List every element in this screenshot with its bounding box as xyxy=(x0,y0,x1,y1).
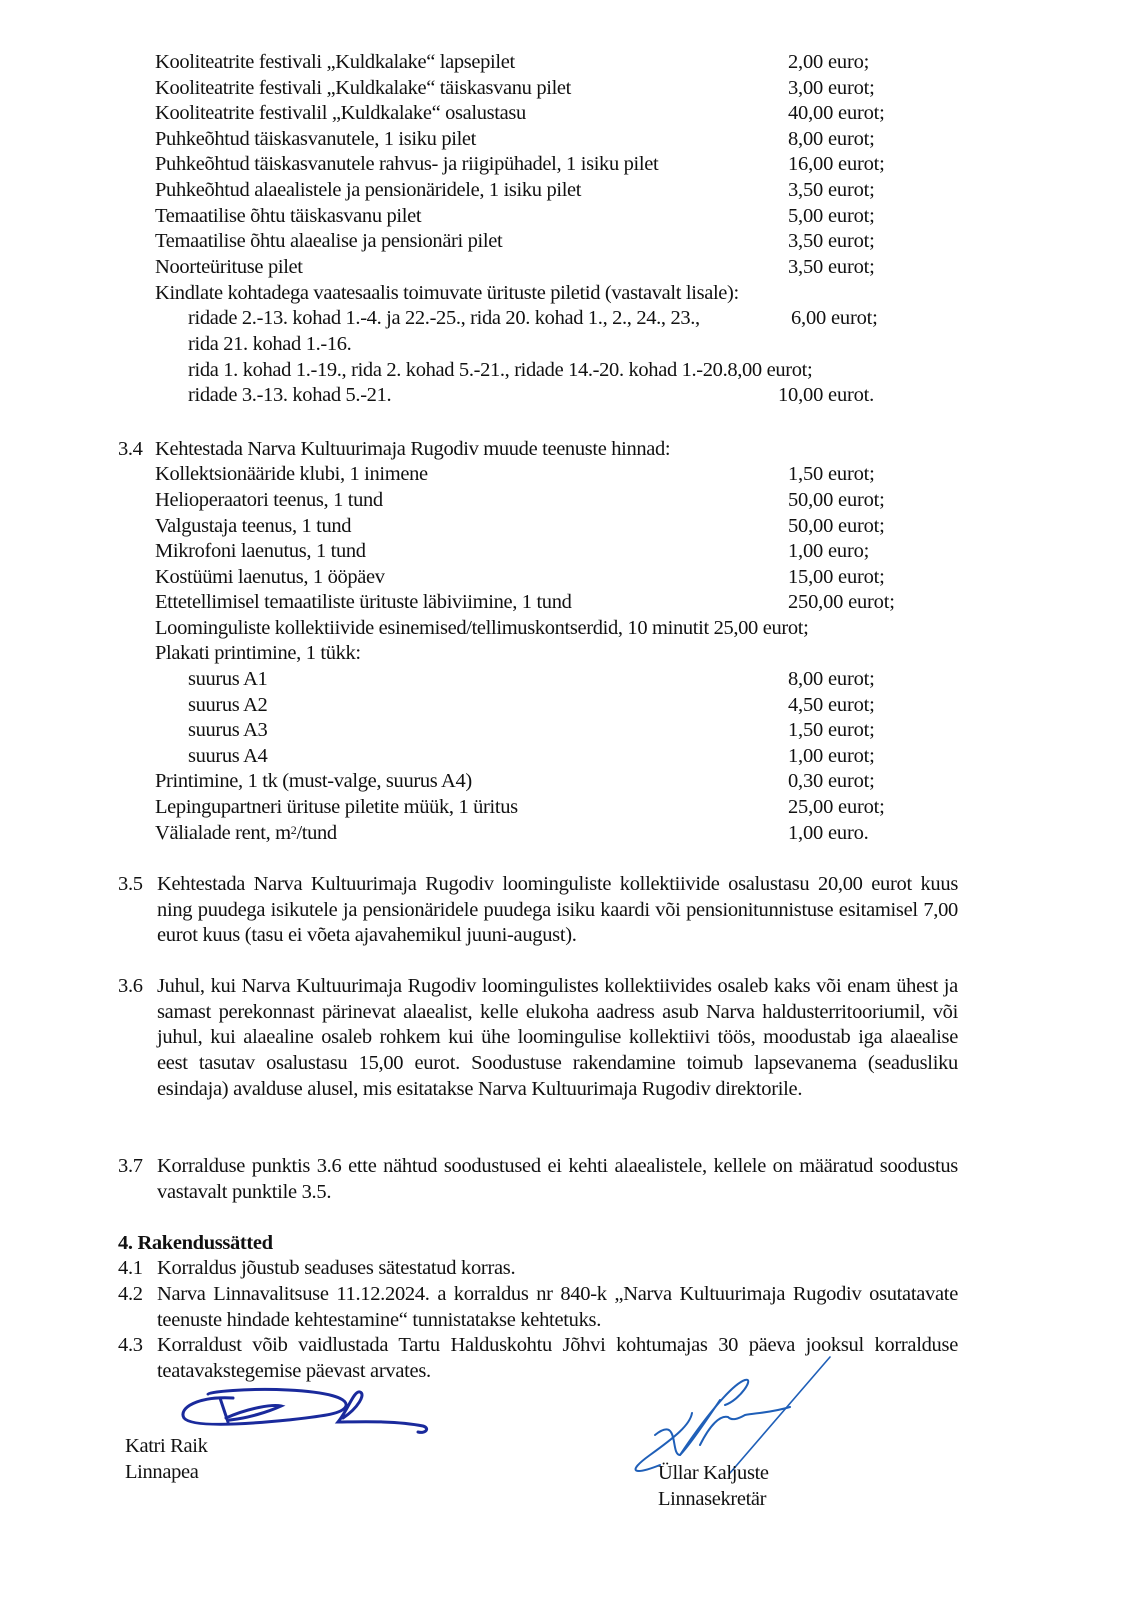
service-price: 1,50 eurot; xyxy=(788,463,875,485)
section-heading: Kehtestada Narva Kultuurimaja Rugodiv muude teenuste hinnad: xyxy=(155,438,671,460)
service-row xyxy=(155,616,808,640)
price-item-value: 3,50 eurot; xyxy=(788,179,875,201)
service-label: Mikrofoni laenutus, 1 tund xyxy=(155,540,366,562)
price-item-value: 40,00 eurot; xyxy=(788,102,885,124)
seated-tier-label: ridade 3.-13. kohad 5.-21. xyxy=(188,384,392,406)
section-text: Korraldus jõustub seaduses sätestatud korras. xyxy=(157,1257,516,1279)
section-number: 3.7 xyxy=(118,1155,143,1177)
outdoor-rent-price: 1,00 euro. xyxy=(788,822,869,844)
signatory-name: Katri Raik xyxy=(125,1435,208,1457)
seated-tier-price: 10,00 eurot. xyxy=(778,384,875,406)
poster-size-price: 1,50 eurot; xyxy=(788,719,875,741)
service-label: Loominguliste kollektiivide esinemised/tellimuskontserdid, 10 minutit xyxy=(155,617,709,639)
section-3-6 xyxy=(118,974,958,1103)
price-item-label: Temaatilise õhtu alaealise ja pensionäri pilet xyxy=(155,230,503,252)
section-number: 3.6 xyxy=(118,975,143,997)
superscript: 2 xyxy=(290,823,297,837)
price-item-value: 8,00 eurot; xyxy=(788,128,875,150)
section-number: 4.3 xyxy=(118,1334,143,1356)
handwritten-signature-icon xyxy=(178,1388,438,1448)
service-price: 0,30 eurot; xyxy=(788,770,875,792)
price-item-label: Temaatilise õhtu täiskasvanu pilet xyxy=(155,205,422,227)
poster-size-label: suurus A2 xyxy=(188,694,268,716)
service-label: Kollektsionääride klubi, 1 inimene xyxy=(155,463,428,485)
outdoor-rent-label xyxy=(155,821,337,845)
signatory-title: Linnasekretär xyxy=(658,1488,767,1510)
section-text: Juhul, kui Narva Kultuurimaja Rugodiv loomingulistes kollektiivides osaleb kaks või enam ühest ja samast perekonnast pärinevat alaealist, kelle elukoha aadress asub Narva haldusterritooriumil, või juhul, kui alaealine osaleb rohkem kui ühe loomingulise kollektiivi töös, moodustab iga alaealise eest tasutav osalustasu 15,00 eurot. Soodustuse rakendamine toimub lapsevanema (seadusliku esindaja) avalduse alusel, mis esitatakse Narva Kultuurimaja Rugodiv direktorile. xyxy=(157,975,958,1100)
service-price: 25,00 eurot; xyxy=(713,617,809,639)
section-text: Korralduse punktis 3.6 ette nähtud soodustused ei kehti alaealistele, kellele on määratud soodustus vastavalt punktile 3.5. xyxy=(157,1155,958,1203)
service-label: Kostüümi laenutus, 1 ööpäev xyxy=(155,566,385,588)
price-item-label: Noorteürituse pilet xyxy=(155,256,303,278)
poster-heading: Plakati printimine, 1 tükk: xyxy=(155,642,361,664)
seated-tickets-heading: Kindlate kohtadega vaatesaalis toimuvate ürituste piletid (vastavalt lisale): xyxy=(155,282,739,304)
seated-tier-row xyxy=(188,358,812,382)
section-4-2 xyxy=(118,1282,958,1333)
poster-size-price: 8,00 eurot; xyxy=(788,668,875,690)
section-4-heading: 4. Rakendussätted xyxy=(118,1232,273,1254)
service-price: 1,00 euro; xyxy=(788,540,870,562)
signatory-title: Linnapea xyxy=(125,1461,199,1483)
service-label: Valgustaja teenus, 1 tund xyxy=(155,515,352,537)
price-item-label: Puhkeõhtud täiskasvanutele, 1 isiku pilet xyxy=(155,128,477,150)
price-item-label: Puhkeõhtud täiskasvanutele rahvus- ja riigipühadel, 1 isiku pilet xyxy=(155,153,659,175)
poster-size-label: suurus A4 xyxy=(188,745,268,767)
section-text: Narva Linnavalitsuse 11.12.2024. a korraldus nr 840-k „Narva Kultuurimaja Rugodiv osutatavate teenuste hindade kehtestamine“ tunnistatakse kehtetuks. xyxy=(157,1283,958,1331)
section-3-5 xyxy=(118,872,958,949)
price-item-label: Kooliteatrite festivali „Kuldkalake“ lapsepilet xyxy=(155,51,515,73)
price-item-value: 3,50 eurot; xyxy=(788,230,875,252)
service-price: 50,00 eurot; xyxy=(788,489,885,511)
section-number: 3.5 xyxy=(118,873,143,895)
section-4-1 xyxy=(118,1256,958,1282)
poster-size-label: suurus A1 xyxy=(188,668,268,690)
price-item-label: Kooliteatrite festivali „Kuldkalake“ täiskasvanu pilet xyxy=(155,77,572,99)
price-item-value: 2,00 euro; xyxy=(788,51,870,73)
service-label: Ettetellimisel temaatiliste ürituste läbiviimine, 1 tund xyxy=(155,591,572,613)
price-item-value: 16,00 eurot; xyxy=(788,153,885,175)
poster-size-price: 4,50 eurot; xyxy=(788,694,875,716)
section-number: 3.4 xyxy=(118,438,143,460)
price-item-value: 5,00 eurot; xyxy=(788,205,875,227)
outdoor-rent-unit: /tund xyxy=(296,822,337,844)
service-label: Lepingupartneri ürituse piletite müük, 1 üritus xyxy=(155,796,518,818)
seated-tier-price: 8,00 eurot; xyxy=(727,359,813,381)
price-item-label: Kooliteatrite festivalil „Kuldkalake“ osalustasu xyxy=(155,102,526,124)
service-label: Helioperaatori teenus, 1 tund xyxy=(155,489,383,511)
seated-tier-price: 6,00 eurot; xyxy=(791,307,878,329)
seated-tier-label: ridade 2.-13. kohad 1.-4. ja 22.-25., rida 20. kohad 1., 2., 24., 23., xyxy=(188,307,700,329)
section-text: Kehtestada Narva Kultuurimaja Rugodiv loominguliste kollektiivide osalustasu 20,00 eurot kuus ning puudega isikutele ja pensionäridele puudega isiku kaardi või pensionitunnistuse esitamisel 7,00 eurot kuus (tasu ei võeta ajavahemikul juuni-august). xyxy=(157,873,958,947)
price-item-value: 3,00 eurot; xyxy=(788,77,875,99)
price-item-value: 3,50 eurot; xyxy=(788,256,875,278)
service-label: Printimine, 1 tk (must-valge, suurus A4) xyxy=(155,770,472,792)
section-3-7 xyxy=(118,1154,958,1205)
service-price: 50,00 eurot; xyxy=(788,515,885,537)
service-price: 250,00 eurot; xyxy=(788,591,895,613)
seated-tier-label: rida 1. kohad 1.-19., rida 2. kohad 5.-21., ridade 14.-20. kohad 1.-20. xyxy=(188,359,728,381)
section-text: Korraldust võib vaidlustada Tartu Halduskohtu Jõhvi kohtumajas 30 päeva jooksul korralduse teatavakstegemise päevast arvates. xyxy=(157,1334,958,1382)
section-number: 4.2 xyxy=(118,1283,143,1305)
signatory-name: Üllar Kaljuste xyxy=(658,1462,769,1484)
section-number: 4.1 xyxy=(118,1257,143,1279)
service-price: 15,00 eurot; xyxy=(788,566,885,588)
poster-size-label: suurus A3 xyxy=(188,719,268,741)
poster-size-price: 1,00 eurot; xyxy=(788,745,875,767)
price-item-label: Puhkeõhtud alaealistele ja pensionäridele, 1 isiku pilet xyxy=(155,179,582,201)
seated-tier-label-cont: rida 21. kohad 1.-16. xyxy=(188,333,352,355)
outdoor-rent-text: Välialade rent, m xyxy=(155,822,291,844)
service-price: 25,00 eurot; xyxy=(788,796,885,818)
